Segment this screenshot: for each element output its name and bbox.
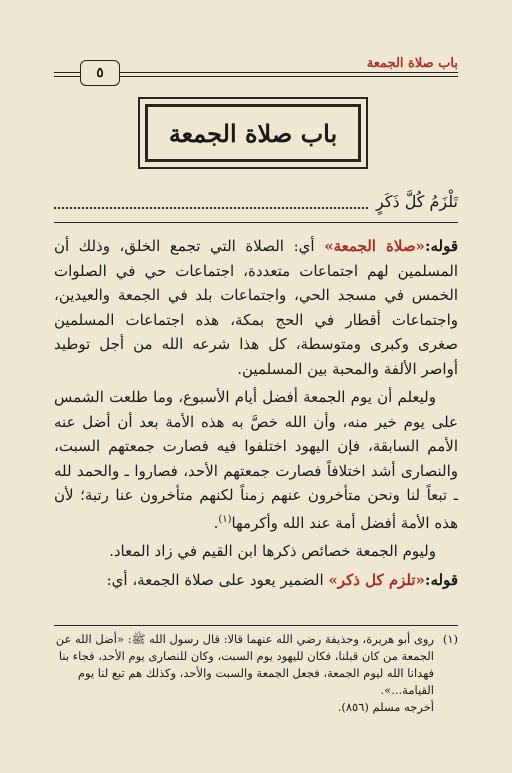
footnote-number: (١) [442,632,458,646]
paragraph-text: وليعلم أن يوم الجمعة أفضل أيام الأسبوع، وما طلعت الشمس على يوم خير منه، وأن الله خصَّ به هذه الأمة بعد أن أضل عنه الأمم السابقة، فإن اليهود اختلفوا فيه فصارت جمعتهم السبت، والنصارى أشد اختلافاً فصارت جمعتهم الأحد، فصاروا ـ والحمد لله ـ تبعاً لنا ونحن متأخرون عنهم زمناً لكنهم متأخرون عنا رتبة؛ لأن هذه الأمة أفضل أمة عند الله وأكرمها [54,388,458,532]
qawluhu-label: قوله: [424,237,459,255]
chapter-title-frame [138,97,368,169]
paragraph-end: . [213,513,219,532]
footnote-rule [54,625,458,626]
footnote-text: روى أبو هريرة، وحذيفة رضي الله عنهما قالا: قال رسول الله ﷺ: «أضل الله عن الجمعة من كان قبلنا، فكان لليهود يوم السبت، وكان للنصارى يوم الأحد، فجاء بنا فهدانا الله ليوم الجمعة، فجعل الجمعة والسبت والأحد، وكذلك هم تبع لنا يوم القيامة...». [55,632,434,697]
chapter-title-inner-frame [145,104,361,162]
commentary-body [54,234,458,596]
running-title: باب صلاة الجمعة [366,56,458,71]
qawluhu-label: قوله: [424,570,458,589]
paragraph-1 [54,234,458,381]
matn-rule [54,222,458,223]
chapter-title: باب صلاة الجمعة [168,118,338,148]
page-number: ٥ [80,60,120,86]
paragraph-4 [54,568,458,593]
paragraph-3 [54,539,458,564]
quoted-phrase: «صلاة الجمعة» [324,237,425,255]
paragraph-text: وليوم الجمعة خصائص ذكرها ابن القيم في زاد المعاد. [109,542,436,560]
footnote [54,631,458,716]
matn-line [54,192,458,211]
paragraph-text: أي: الصلاة التي تجمع الخلق، وذلك أن المسلمين لهم اجتماعات متعددة، اجتماعات حي في الصلوات الخمس في مسجد الحي، واجتماعات بلد في الجمعة والعيدين، واجتماعات أقطار في الحج بمكة، هذه اجتماعات المسلمين صغرى وكبرى ومتوسطة، كل هذا شرعه الله من أجل توطيد أواصر الألفة والمحبة بين المسلمين. [54,237,458,378]
footnote-reference[interactable]: (١) [218,513,232,525]
matn-text: تَلْزَمُ كُلَّ ذَكَرٍ [376,192,458,211]
footnote-source: أخرجه مسلم (٨٥٦). [337,700,434,714]
quoted-phrase: «تلزم كل ذكر» [328,570,425,589]
footnote-body [54,631,434,716]
matn-dotted-leader [54,195,368,209]
paragraph-2 [54,385,458,535]
paragraph-text: الضمير يعود على صلاة الجمعة، أي: [106,570,329,589]
